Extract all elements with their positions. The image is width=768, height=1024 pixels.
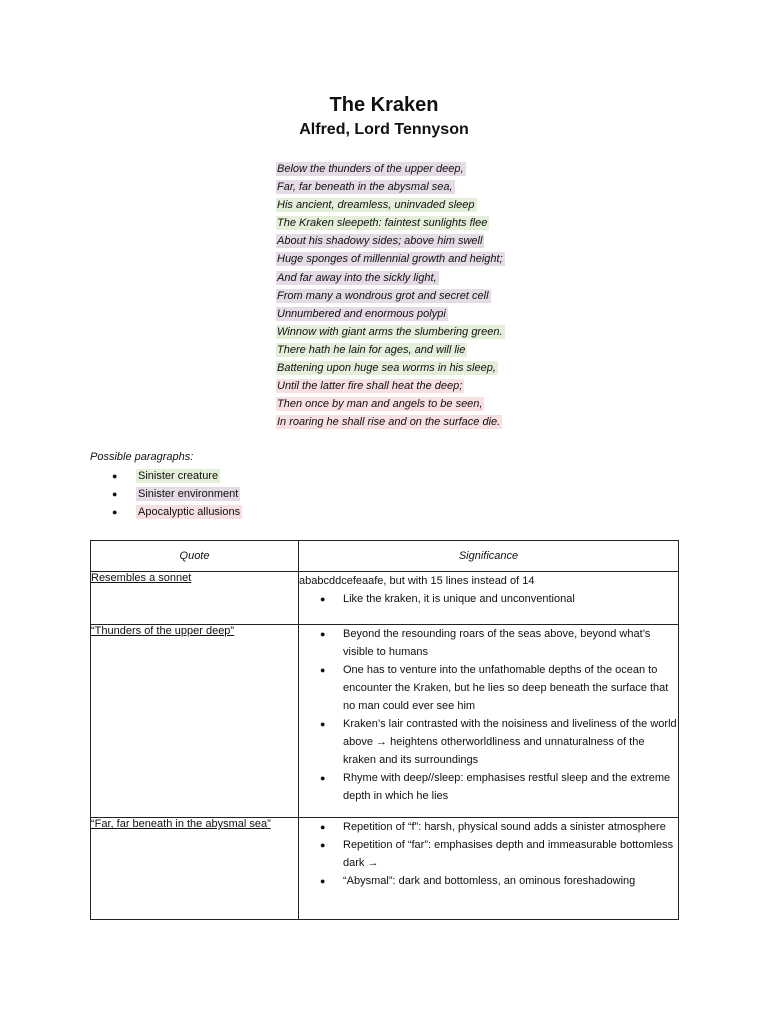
bullet-icon: ● bbox=[112, 471, 118, 481]
analysis-table bbox=[90, 540, 679, 920]
table-row bbox=[91, 818, 679, 920]
significance-points bbox=[299, 625, 678, 805]
list-item: ● One has to venture into the unfathomable depths of the ocean to encounter the Kraken, but he lies so deep beneath the surface that no man could ever see him bbox=[299, 661, 678, 715]
poem-line: In roaring he shall rise and on the surface die. bbox=[277, 416, 501, 429]
paragraph-topic: Apocalyptic allusions bbox=[138, 506, 241, 518]
poem-line: Battening upon huge sea worms in his sleep, bbox=[277, 362, 496, 375]
table-row bbox=[91, 572, 679, 625]
list-item: ● Like the kraken, it is unique and unconventional bbox=[299, 590, 678, 608]
significance-points bbox=[299, 590, 678, 608]
list-item bbox=[112, 467, 242, 485]
paragraphs-label: Possible paragraphs: bbox=[90, 451, 194, 463]
poem-line: The Kraken sleepeth: faintest sunlights flee bbox=[277, 217, 488, 230]
paragraph-topic: Sinister environment bbox=[138, 488, 239, 500]
poem-line: From many a wondrous grot and secret cell bbox=[277, 289, 489, 302]
bullet-icon: ● bbox=[112, 489, 118, 499]
poem-line: Then once by man and angels to be seen, bbox=[277, 398, 483, 411]
quote-cell: “Thunders of the upper deep” bbox=[91, 625, 299, 818]
list-item: ● Rhyme with deep//sleep: emphasises restful sleep and the extreme depth in which he lies bbox=[299, 769, 678, 805]
quote-column-header: Quote bbox=[91, 541, 299, 572]
significance-cell bbox=[299, 625, 679, 818]
poem-line: Far, far beneath in the abysmal sea, bbox=[277, 181, 453, 194]
list-item: ● “Abysmal”: dark and bottomless, an ominous foreshadowing bbox=[299, 872, 678, 890]
significance-column-header: Significance bbox=[299, 541, 679, 572]
list-item: ● Repetition of “far”: emphasises depth and immeasurable bottomless dark → bbox=[299, 836, 678, 872]
poem-line: There hath he lain for ages, and will lie bbox=[277, 343, 466, 356]
list-item: ● Repetition of “f”: harsh, physical sound adds a sinister atmosphere bbox=[299, 818, 678, 836]
list-item bbox=[112, 485, 242, 503]
quote-cell: “Far, far beneath in the abysmal sea” bbox=[91, 818, 299, 920]
poem-line: About his shadowy sides; above him swell bbox=[277, 235, 483, 248]
quote-cell: Resembles a sonnet bbox=[91, 572, 299, 625]
author-subtitle: Alfred, Lord Tennyson bbox=[299, 121, 469, 138]
table-row bbox=[91, 625, 679, 818]
poem-line: And far away into the sickly light, bbox=[277, 271, 437, 284]
significance-cell bbox=[299, 572, 679, 625]
poem-line: Winnow with giant arms the slumbering green. bbox=[277, 325, 503, 338]
table-header-row bbox=[91, 541, 679, 572]
poem-line: Huge sponges of millennial growth and height; bbox=[277, 253, 503, 266]
significance-cell bbox=[299, 818, 679, 920]
list-item bbox=[112, 503, 242, 521]
page-title: The Kraken bbox=[329, 94, 439, 116]
poem-line: Until the latter fire shall heat the deep; bbox=[277, 380, 463, 393]
significance-intro: ababcddcefeaafe, but with 15 lines instead of 14 bbox=[299, 575, 535, 587]
significance-points bbox=[299, 818, 678, 890]
poem-line: Below the thunders of the upper deep, bbox=[277, 163, 464, 175]
poem-block bbox=[276, 160, 505, 431]
poem-line: Unnumbered and enormous polypi bbox=[277, 307, 446, 320]
list-item: ● Beyond the resounding roars of the seas above, beyond what’s visible to humans bbox=[299, 625, 678, 661]
paragraph-topic: Sinister creature bbox=[138, 470, 219, 482]
list-item: ● Kraken’s lair contrasted with the noisiness and liveliness of the world above → heightens otherworldliness and unnaturalness of the kraken and its surroundings bbox=[299, 715, 678, 769]
bullet-icon: ● bbox=[112, 507, 118, 517]
poem-line: His ancient, dreamless, uninvaded sleep bbox=[277, 199, 475, 212]
paragraphs-list bbox=[112, 467, 242, 521]
